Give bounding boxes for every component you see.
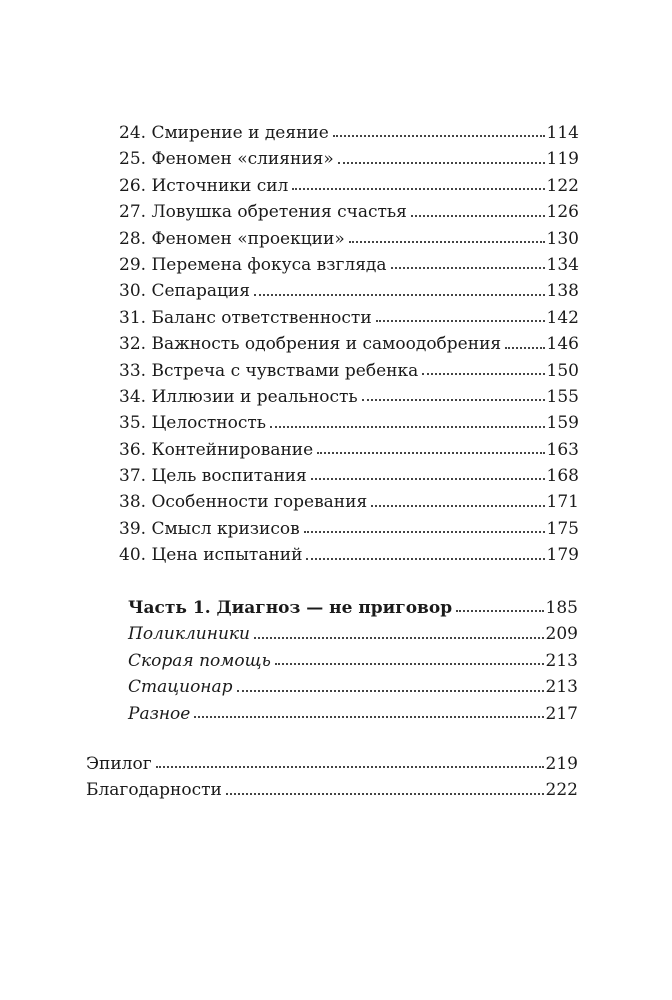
toc-entry-title: 31. Баланс ответственности	[119, 307, 372, 328]
toc-entry-title: Благодарности	[86, 780, 222, 801]
toc-entry-title: 24. Смирение и деяние	[119, 123, 329, 143]
part-section	[128, 595, 578, 727]
toc-page-number: 213	[545, 677, 578, 698]
leader-dots	[371, 504, 544, 507]
toc-page-number: 222	[545, 780, 578, 801]
toc-entry-30	[119, 278, 579, 304]
toc-entry-26	[119, 173, 579, 199]
toc-page-number: 213	[545, 650, 578, 671]
leader-dots	[411, 214, 545, 217]
leader-dots	[362, 398, 545, 401]
toc-entry-title: 26. Источники сил	[119, 175, 289, 196]
toc-page-number: 114	[546, 123, 579, 143]
toc-entry-title: 37. Цель воспитания	[119, 466, 307, 487]
toc-page-number: 146	[546, 334, 579, 355]
toc-page-number: 126	[546, 202, 579, 223]
part-heading-title: Часть 1. Диагноз — не приговор	[128, 598, 453, 618]
toc-entry-31	[119, 305, 579, 331]
toc-entry-title: 25. Феномен «слияния»	[119, 149, 334, 170]
leader-dots	[156, 765, 544, 768]
leader-dots	[304, 530, 545, 533]
toc-entry-33	[119, 358, 579, 384]
leader-dots	[292, 187, 544, 190]
leader-dots	[254, 636, 544, 639]
part-subsection	[128, 648, 578, 674]
toc-entry-title: 34. Иллюзии и реальность	[119, 386, 358, 407]
toc-entry-acknowledgements	[86, 777, 578, 803]
leader-dots	[254, 293, 545, 296]
leader-dots	[270, 425, 545, 428]
leader-dots	[391, 266, 545, 269]
part-subsection-title: Разное	[128, 703, 191, 724]
leader-dots	[349, 240, 545, 243]
toc-entry-24	[119, 120, 579, 146]
leader-dots	[226, 792, 544, 795]
toc-page-number: 138	[546, 281, 579, 302]
leader-dots	[306, 557, 544, 560]
leader-dots	[275, 662, 544, 665]
toc-entry-29	[119, 252, 579, 278]
toc-page-number: 155	[546, 386, 579, 407]
toc-entry-title: 33. Встреча с чувствами ребенка	[119, 360, 419, 381]
toc-entry-34	[119, 384, 579, 410]
toc-page-number: 159	[546, 413, 579, 434]
part-heading	[128, 595, 578, 621]
toc-page-number: 185	[545, 598, 578, 618]
leader-dots	[237, 689, 544, 692]
toc-entry-27	[119, 199, 579, 225]
part-subsection-title: Скорая помощь	[128, 650, 271, 671]
toc-page-number: 219	[545, 754, 578, 774]
toc-page-number: 130	[546, 228, 579, 249]
toc-page-number: 150	[546, 360, 579, 381]
toc-page-number: 175	[546, 518, 579, 539]
toc-page-number: 134	[546, 254, 579, 275]
toc-entry-39	[119, 516, 579, 542]
toc-entry-32	[119, 331, 579, 357]
part-subsection-title: Стационар	[128, 677, 233, 698]
toc-page-number: 209	[545, 624, 578, 645]
toc-page-number: 171	[546, 492, 579, 513]
toc-entry-38	[119, 489, 579, 515]
toc-page-number: 217	[545, 703, 578, 724]
toc-entry-title: 28. Феномен «проекции»	[119, 228, 345, 249]
toc-page-number: 122	[546, 175, 579, 196]
toc-entry-35	[119, 410, 579, 436]
leader-dots	[422, 372, 544, 375]
toc-page-number: 179	[546, 545, 579, 566]
toc-entry-28	[119, 226, 579, 252]
chapter-list	[119, 120, 579, 569]
toc-entry-title: 30. Сепарация	[119, 281, 250, 302]
part-subsection	[128, 674, 578, 700]
toc-entry-37	[119, 463, 579, 489]
toc-entry-title: 29. Перемена фокуса взгляда	[119, 254, 387, 275]
leader-dots	[456, 609, 543, 612]
leader-dots	[333, 134, 545, 137]
toc-page-number: 119	[546, 149, 579, 170]
part-subsection	[128, 621, 578, 647]
toc-entry-title: 36. Контейнирование	[119, 439, 314, 460]
toc-entry-epilogue	[86, 751, 578, 777]
leader-dots	[338, 161, 545, 164]
part-subsection	[128, 701, 578, 727]
toc-entry-40	[119, 542, 579, 568]
toc-entry-title: 35. Целостность	[119, 413, 267, 434]
leader-dots	[194, 715, 543, 718]
leader-dots	[311, 477, 545, 480]
toc-entry-title: Эпилог	[86, 754, 152, 774]
toc-entry-title: 27. Ловушка обретения счастья	[119, 202, 407, 223]
toc-entry-36	[119, 437, 579, 463]
toc-page-number: 168	[546, 466, 579, 487]
back-matter	[86, 751, 578, 804]
leader-dots	[505, 346, 544, 349]
toc-entry-title: 38. Особенности горевания	[119, 492, 368, 513]
leader-dots	[376, 319, 545, 322]
toc-page-number: 142	[546, 307, 579, 328]
toc-page-number: 163	[546, 439, 579, 460]
toc-entry-title: 40. Цена испытаний	[119, 545, 303, 566]
leader-dots	[317, 451, 544, 454]
part-subsection-title: Поликлиники	[128, 624, 251, 645]
toc-entry-title: 32. Важность одобрения и самоодобрения	[119, 334, 502, 355]
toc-entry-25	[119, 146, 579, 172]
toc-entry-title: 39. Смысл кризисов	[119, 518, 300, 539]
